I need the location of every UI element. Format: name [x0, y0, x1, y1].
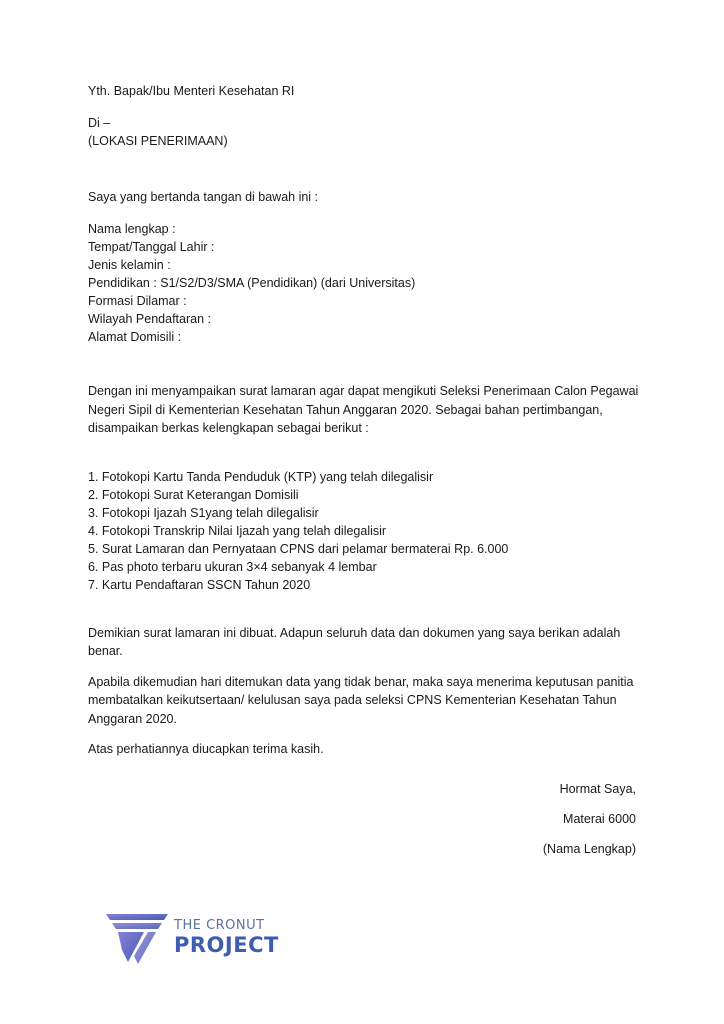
list-item: 6. Pas photo terbaru ukuran 3×4 sebanyak 4 lembar: [88, 559, 377, 574]
attachment-list: [88, 468, 648, 594]
location-line: (LOKASI PENERIMAAN): [88, 134, 228, 148]
logo-line-1: THE CRONUT: [174, 918, 265, 933]
recipient-line: Yth. Bapak/Ibu Menteri Kesehatan RI: [88, 84, 295, 98]
cronut-logo-text: [174, 918, 279, 957]
body-line: disampaikan berkas kelengkapan sebagai berikut :: [88, 421, 369, 435]
field-formation: Formasi Dilamar :: [88, 294, 187, 308]
list-item: 2. Fotokopi Surat Keterangan Domisili: [88, 487, 299, 502]
closing-line: benar.: [88, 644, 123, 658]
thanks-line: Atas perhatiannya diucapkan terima kasih.: [88, 742, 324, 756]
field-name: Nama lengkap :: [88, 222, 176, 236]
applicant-fields: [88, 220, 648, 346]
intro-line: Saya yang bertanda tangan di bawah ini :: [88, 190, 319, 204]
field-region: Wilayah Pendaftaran :: [88, 312, 211, 326]
field-birth: Tempat/Tanggal Lahir :: [88, 240, 215, 254]
di-line: Di –: [88, 116, 111, 130]
closing-line: membatalkan keikutsertaan/ kelulusan saya pada seleksi CPNS Kementerian Kesehatan Tahun: [88, 693, 617, 707]
letter-body: [88, 82, 648, 758]
stamp-line: Materai 6000: [563, 812, 636, 826]
body-line: Dengan ini menyampaikan surat lamaran agar dapat mengikuti Seleksi Penerimaan Calon Pegawai: [88, 384, 639, 398]
field-gender: Jenis kelamin :: [88, 258, 171, 272]
closing-line: Anggaran 2020.: [88, 711, 177, 726]
closing-paragraph-1: [88, 624, 648, 661]
cronut-logo-icon: [104, 910, 170, 966]
list-item: 1. Fotokopi Kartu Tanda Penduduk (KTP) yang telah dilegalisir: [88, 469, 434, 484]
body-paragraph: [88, 382, 648, 438]
list-item: 7. Kartu Pendaftaran SSCN Tahun 2020: [88, 577, 311, 592]
regards-line: Hormat Saya,: [559, 782, 636, 796]
closing-paragraph-2: [88, 673, 648, 729]
body-line: Negeri Sipil di Kementerian Kesehatan Tahun Anggaran 2020. Sebagai bahan pertimbangan,: [88, 402, 603, 417]
signer-name: (Nama Lengkap): [542, 842, 636, 856]
signature-block: [543, 780, 636, 858]
logo-line-2: PROJECT: [174, 933, 279, 957]
list-item: 4. Fotokopi Transkrip Nilai Ijazah yang telah dilegalisir: [88, 523, 387, 538]
closing-line: Apabila dikemudian hari ditemukan data yang tidak benar, maka saya menerima keputusan panitia: [88, 674, 634, 689]
list-item: 5. Surat Lamaran dan Pernyataan CPNS dari pelamar bermaterai Rp. 6.000: [88, 541, 509, 556]
field-education: Pendidikan : S1/S2/D3/SMA (Pendidikan) (dari Universitas): [88, 276, 416, 290]
list-item: 3. Fotokopi Ijazah S1yang telah dilegalisir: [88, 505, 319, 520]
cronut-logo: [104, 910, 284, 970]
closing-line: Demikian surat lamaran ini dibuat. Adapun seluruh data dan dokumen yang saya berikan adalah: [88, 625, 621, 640]
field-address: Alamat Domisili :: [88, 330, 182, 344]
